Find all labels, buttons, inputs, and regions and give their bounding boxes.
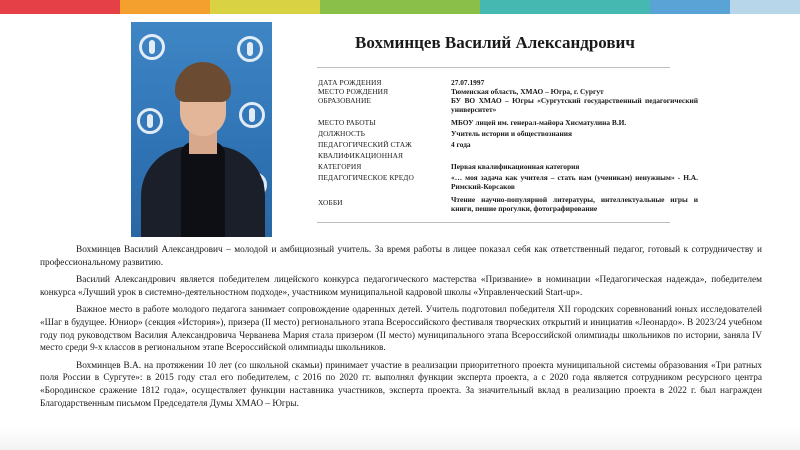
info-label: ДОЛЖНОСТЬ [318,129,365,138]
info-label: ОБРАЗОВАНИЕ [318,96,372,105]
bottom-fade [0,428,800,450]
bio-paragraph: Василий Александрович является победителем лицейского конкурса педагогического мастерства «Призвание» в номинации «Педагогическая надежда», победителем конкурса «Лучший урок в системно-деятельностном подходе», участником муниципальной кадровой школы «Управленческий Start-up». [40,275,762,298]
info-value [451,151,698,160]
info-label: КАТЕГОРИЯ [318,162,362,171]
info-label: КВАЛИФИКАЦИОННАЯ [318,151,404,160]
info-row-hobby [318,195,698,213]
info-value: «… моя задача как учителя – стать нам (ученикам) ненужным» - Н.А. Римский-Корсаков [451,173,698,191]
info-label: ХОББИ [318,198,343,207]
emblem-icon [137,108,163,134]
info-value: Чтение научно-популярной литературы, интеллектуальные игры и книги, пешие прогулки, фотографирование [451,195,698,213]
stripe-red [0,0,120,14]
bio-paragraph: Вохминцев В.А. на протяжении 10 лет (со школьной скамьи) принимает участие в реализации приоритетного проекта муниципальной системы образования «Три ратных поля России в Сургуте»: в 2015 году стал его победителем, с 2016 по 2020 гг. выполнял функции эксперта проекта, а с 2020 года является сотрудником ресурсного центра «Бородинское сражение 1812 года», осуществляет функции наставника участников, эксперта проекта. За значительный вклад в реализацию проекта в 2022 г. был награжден Благодарственным письмом Председателя Думы ХМАО – Югры. [40,360,762,409]
info-value: 4 года [451,140,471,149]
stripe-yellow [210,0,320,14]
info-value: Тюменская область, ХМАО – Югра, г. Сургут [451,87,604,96]
emblem-icon [239,102,265,128]
biography-text [40,244,762,415]
info-row-category [318,162,698,171]
info-label: МЕСТО РАБОТЫ [318,118,376,127]
info-value: Учитель истории и обществознания [451,129,572,138]
divider-bottom [317,222,670,223]
stripe-light-blue [730,0,800,14]
person-name: Вохминцев Василий Александрович [355,33,635,52]
info-row-education [318,96,698,114]
info-table [318,78,698,213]
info-row-position [318,129,698,138]
info-row-birth-place [318,87,698,96]
info-row-experience [318,140,698,149]
info-label: ДАТА РОЖДЕНИЯ [318,78,382,87]
person-hair [175,62,231,102]
info-row-credo [318,173,698,191]
top-color-stripe [0,0,800,14]
info-value: МБОУ лицей им. генерал-майора Хисматулина В.И. [451,118,627,127]
info-label: ПЕДАГОГИЧЕСКИЙ СТАЖ [318,140,412,149]
info-label: МЕСТО РОЖДЕНИЯ [318,87,389,96]
person-sweater [181,142,225,237]
stripe-green [320,0,480,14]
portrait-photo [131,22,272,237]
stripe-orange [120,0,210,14]
info-row-birth-date [318,78,698,87]
stripe-teal [480,0,650,14]
info-value: 27.07.1997 [451,78,485,87]
info-label: ПЕДАГОГИЧЕСКОЕ КРЕДО [318,173,414,182]
info-row-qualification [318,151,698,160]
info-value: Первая квалификационная категория [451,162,580,171]
divider-top [317,67,670,68]
bio-paragraph: Важное место в работе молодого педагога занимает сопровождение одаренных детей. Учитель подготовил победителя XII городских соревнований юных исследователей «Шаг в будущее. Юниор» (секция «История»), призера (II место) регионального этапа Всероссийского фестиваля творческих открытий и инициатив «Леонардо». В 2023/24 учебном году под руководством Василия Александровича Черванева Мария стала призером (II место) муниципального этапа Всероссийской олимпиады школьников по истории, заняла IV место среди 9-х классов в региональном этапе Всероссийской олимпиады школьников. [40,305,762,354]
emblem-icon [139,34,165,60]
bio-paragraph: Вохминцев Василий Александрович – молодой и амбициозный учитель. За время работы в лицее показал себя как ответственный педагог, готовый к сотрудничеству и профессиональному развитию. [40,245,762,268]
stripe-blue [650,0,730,14]
info-value: БУ ВО ХМАО – Югры «Сургутский государственный педагогический университет» [451,96,698,114]
emblem-icon [237,36,263,62]
info-row-workplace [318,118,698,127]
